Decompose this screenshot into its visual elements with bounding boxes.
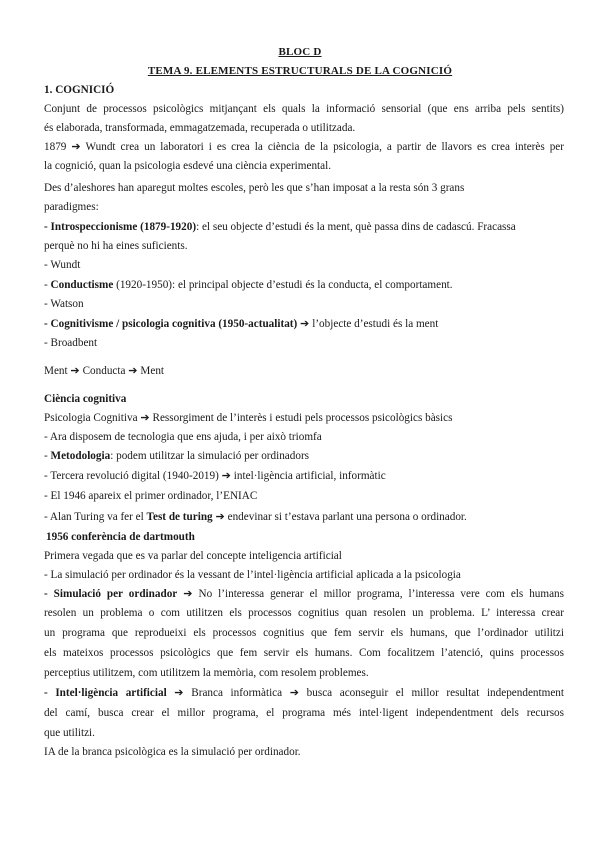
list-item-introspeccionisme (44, 220, 564, 234)
paragraph-line: IA de la branca psicològica es la simulació per ordinador. (44, 746, 301, 758)
paragraph-line: 1879 ➔ Wundt crea un laboratori i es crea la ciència de la psicologia, a partir de llavors es crea interès per (44, 141, 564, 153)
paragraph-line: Conjunt de processos psicològics mitjançant els quals la informació sensorial (que ens arriba pels sentits) (44, 103, 564, 115)
flow-line: Ment ➔ Conducta ➔ Ment (44, 365, 165, 377)
bloc-heading: BLOC D (278, 46, 322, 58)
list-item-intelligencia-artificial (44, 686, 564, 700)
list-item-author: - Wundt (44, 259, 81, 271)
term-bold: Test de turing (146, 511, 213, 523)
item-prefix: - Alan Turing va fer el (44, 511, 147, 523)
term-description: ➔ Branca informàtica ➔ busca aconseguir el millor resultat independentment (166, 687, 564, 699)
term-bold: - Simulació per ordinador (44, 588, 178, 600)
list-item: - Tercera revolució digital (1940-2019) ➔ intel·ligència artificial, informàtic (44, 470, 386, 482)
paragraph-line: del camí, busca crear el millor programa, el programa més intel·ligent independentment dels recursos (44, 707, 564, 719)
term-description: ➔ No l’interessa generar el millor programa, l’interessa vere com els humans (177, 588, 565, 600)
list-item-cognitivisme (44, 317, 564, 331)
dash: - (44, 450, 51, 462)
term-bold: - Cognitivisme / psicologia cognitiva (1950-actualitat) (44, 318, 298, 330)
paragraph-line: resolen un problema o com utilitzen els processos cognitius quan resolen un problema. L’ interessa crear (44, 607, 564, 619)
term-description: : podem utilitzar la simulació per ordinadors (110, 450, 310, 462)
list-item: - El 1946 apareix el primer ordinador, l’ENIAC (44, 490, 258, 502)
term-bold: Metodologia (50, 450, 111, 462)
list-item-author: - Watson (44, 298, 84, 310)
paragraph-line: que utilitzi. (44, 727, 95, 739)
paragraph-line: perquè no hi ha eines suficients. (44, 240, 188, 252)
section-title-text: 1. COGNICIÓ (44, 84, 115, 96)
dash: - (44, 279, 51, 291)
list-item-metodologia (44, 449, 564, 463)
list-item-turing (44, 510, 564, 524)
paragraph-line: és elaborada, transformada, emmagatzemada, recuperada o utilitzada. (44, 122, 356, 134)
paragraph-line: un programa que reprodueixi els processos cognitius que fem servir els humans, que l’ordinador utilitzi (44, 627, 564, 639)
paragraph-line: paradigmes: (44, 201, 99, 213)
term-years: (1920-1950) (113, 279, 173, 291)
term-bold: - Introspeccionisme (1879-1920) (44, 221, 197, 233)
section-title-cognicio (44, 83, 564, 97)
term-bold: - Intel·ligència artificial (44, 687, 167, 699)
section-title-text: Ciència cognitiva (44, 393, 127, 405)
paragraph-line: Psicologia Cognitiva ➔ Ressorgiment de l’interès i estudi pels processos psicològics bàsics (44, 412, 453, 424)
list-item-author: - Broadbent (44, 337, 98, 349)
section-title-dartmouth (46, 530, 566, 544)
term-description: : el principal objecte d’estudi és la conducta, el comportament. (172, 279, 453, 291)
paragraph-line: Des d’aleshores han aparegut moltes escoles, però les que s’han imposat a la resta són 3 grans (44, 182, 465, 194)
paragraph-line: perceptius utilitzem, com utilitzem la memòria, com resolem problemes. (44, 667, 369, 679)
list-item: - Ara disposem de tecnologia que ens ajuda, i per això triomfa (44, 431, 322, 443)
term-description: ➔ l’objecte d’estudi és la ment (297, 318, 439, 330)
tema-heading: TEMA 9. ELEMENTS ESTRUCTURALS DE LA COGNICIÓ (147, 65, 453, 77)
term-description: ➔ endevinar si t’estava parlant una persona o ordinador. (212, 511, 467, 523)
list-item: - La simulació per ordinador és la vessant de l’intel·ligència artificial aplicada a la psicologia (44, 569, 461, 581)
list-item-conductisme (44, 278, 564, 292)
paragraph-line: els mateixos processos psicològics que fem servir els humans. Com focalitzem l’atenció, quins processos (44, 647, 564, 659)
list-item-simulacio (44, 587, 564, 601)
paragraph-line: la cognició, quan la psicologia esdevé una ciència experimental. (44, 160, 332, 172)
term-bold: Conductisme (50, 279, 114, 291)
term-description: : el seu objecte d’estudi és la ment, què passa dins de cadascú. Fracassa (196, 221, 516, 233)
section-title-ciencia-cognitiva (44, 392, 564, 406)
section-title-text: 1956 conferència de dartmouth (46, 531, 195, 543)
paragraph-line: Primera vegada que es va parlar del concepte inteligencia artificial (44, 550, 342, 562)
